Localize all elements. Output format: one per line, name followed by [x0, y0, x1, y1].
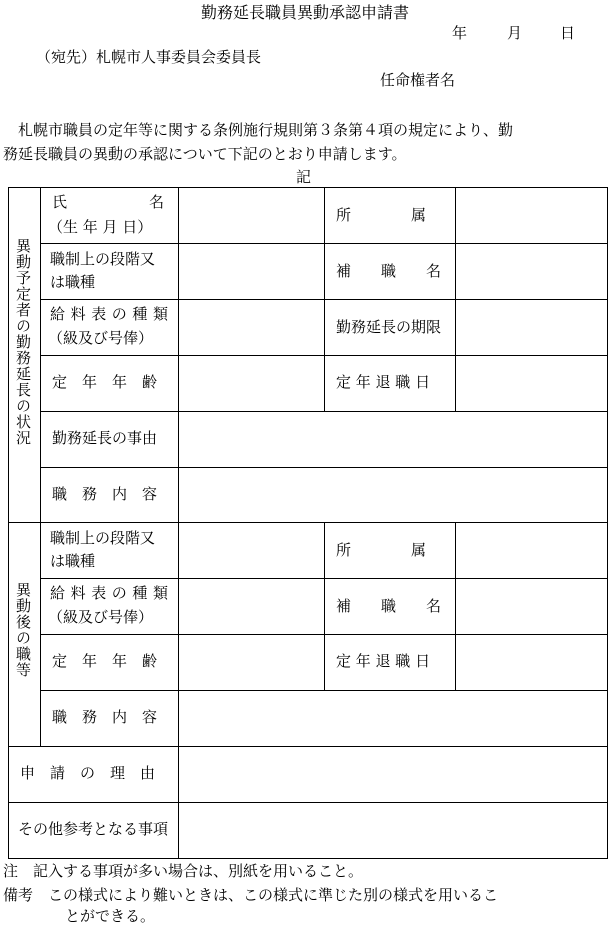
- label-extension-period: 勤務延長の期限: [336, 318, 442, 336]
- label-retire-date: 定 年 退 職 日: [336, 373, 431, 391]
- label-position: 補 職 名: [336, 262, 442, 280]
- remark-line2: とができる。: [65, 907, 156, 925]
- label-extension-reason: 勤務延長の事由: [52, 429, 158, 447]
- label-rank-l1: 職制上の段階又: [50, 250, 156, 268]
- label-new-position: 補 職 名: [336, 597, 442, 615]
- label-new-rank-l2: は職種: [50, 552, 96, 570]
- label-rank-l2: は職種: [50, 273, 96, 291]
- body-text-line2: 務延長職員の異動の承認について下記のとおり申請します。: [3, 145, 407, 163]
- label-name: 氏 名: [52, 193, 164, 211]
- date-month: 月: [507, 24, 523, 42]
- label-new-salary-l1: 給料表の種類: [50, 584, 168, 602]
- label-new-duties: 職 務 内 容: [52, 708, 158, 726]
- label-salary-l1: 給料表の種類: [50, 305, 168, 323]
- date-day: 日: [560, 24, 576, 42]
- label-affiliation: 所 属: [336, 206, 427, 224]
- label-duties: 職 務 内 容: [52, 485, 158, 503]
- label-retire-age: 定 年 年 齢: [52, 373, 158, 391]
- section-after-label: 異動後の職等: [14, 582, 32, 678]
- label-new-salary-l2: （級及び号俸）: [48, 608, 154, 626]
- appointer-name-label: 任命権者名: [380, 71, 456, 89]
- section-before-label: 異動予定者の勤務延長の状況: [14, 238, 32, 446]
- label-salary-l2: （級及び号俸）: [48, 329, 154, 347]
- label-new-rank-l1: 職制上の段階又: [50, 529, 156, 547]
- body-text-line1: 札幌市職員の定年等に関する条例施行規則第３条第４項の規定により、勤: [18, 121, 514, 139]
- ki-mark: 記: [296, 168, 312, 186]
- label-birthdate: （生 年 月 日）: [48, 218, 153, 236]
- label-other: その他参考となる事項: [18, 820, 169, 838]
- label-new-affiliation: 所 属: [336, 541, 427, 559]
- note: 注 記入する事項が多い場合は、別紙を用いること。: [3, 862, 364, 880]
- document-title: 勤務延長職員異動承認申請書: [200, 3, 409, 22]
- label-new-retire-date: 定 年 退 職 日: [336, 652, 431, 670]
- addressee: （宛先）札幌市人事委員会委員長: [36, 48, 262, 66]
- remark-line1: 備考 この様式により難いときは、この様式に準じた別の様式を用いるこ: [3, 886, 499, 904]
- label-new-retire-age: 定 年 年 齢: [52, 652, 158, 670]
- date-year: 年: [452, 24, 468, 42]
- label-application-reason: 申 請 の 理 由: [20, 764, 156, 782]
